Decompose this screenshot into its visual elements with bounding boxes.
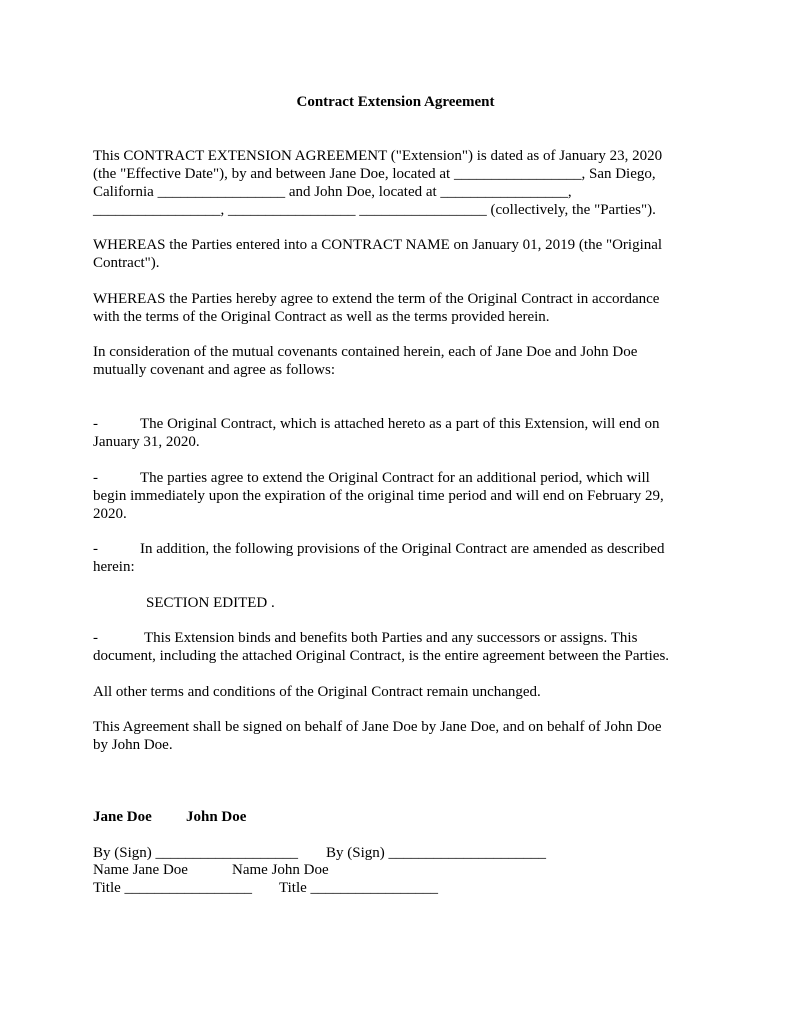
whereas-line: WHEREAS the Parties hereby agree to extend the term of the Original Contract in accordance	[93, 291, 660, 307]
section-edited: SECTION EDITED .	[146, 595, 275, 611]
binding-text-continued: document, including the attached Original Contract, is the entire agreement between the Parties.	[93, 648, 670, 664]
intro-line: (the "Effective Date"), by and between Jane Doe, located at _________________, San Diego,	[93, 166, 656, 182]
list-item	[93, 415, 698, 451]
intro-paragraph	[93, 147, 698, 219]
title-line-party2[interactable]: Title _________________	[279, 880, 439, 896]
binding-text: This Extension binds and benefits both Parties and any successors or assigns. This	[144, 630, 638, 646]
signed-behalf-paragraph	[93, 718, 698, 754]
intro-line: _________________, _________________ _________________ (collectively, the "Parties").	[93, 202, 656, 218]
signed-behalf-line: by John Doe.	[93, 737, 173, 753]
whereas-paragraph-1	[93, 236, 698, 272]
sign-line-party1[interactable]: By (Sign) ___________________	[93, 845, 299, 861]
whereas-line: with the terms of the Original Contract as well as the terms provided herein.	[93, 309, 550, 325]
intro-line: California _________________ and John Doe, located at _________________,	[93, 184, 572, 200]
consideration-line: In consideration of the mutual covenants contained herein, each of Jane Doe and John Doe	[93, 344, 638, 360]
binding-paragraph	[93, 629, 713, 665]
other-terms-paragraph: All other terms and conditions of the Original Contract remain unchanged.	[93, 684, 541, 700]
party2-heading: John Doe	[186, 809, 247, 825]
item-dash: -	[93, 630, 98, 646]
item-dash: -	[93, 541, 98, 557]
item-text-continued: begin immediately upon the expiration of the original time period and will end on February 29,	[93, 488, 664, 504]
item-dash: -	[93, 470, 98, 486]
whereas-line: WHEREAS the Parties entered into a CONTRACT NAME on January 01, 2019 (the "Original	[93, 237, 663, 253]
consideration-line: mutually covenant and agree as follows:	[93, 362, 336, 378]
name-party2: Name John Doe	[232, 862, 329, 878]
party1-heading: Jane Doe	[93, 809, 152, 825]
consideration-paragraph	[93, 343, 698, 379]
list-item	[93, 469, 698, 523]
item-dash: -	[93, 416, 98, 432]
signed-behalf-line: This Agreement shall be signed on behalf of Jane Doe by Jane Doe, and on behalf of John Doe	[93, 719, 662, 735]
item-text-continued: 2020.	[93, 506, 127, 522]
whereas-line: Contract").	[93, 255, 160, 271]
list-item	[93, 540, 698, 576]
sign-line-party2[interactable]: By (Sign) _____________________	[326, 845, 547, 861]
item-text: In addition, the following provisions of the Original Contract are amended as described	[140, 541, 665, 557]
document-title: Contract Extension Agreement	[296, 94, 495, 110]
whereas-paragraph-2	[93, 290, 698, 326]
item-text: The parties agree to extend the Original Contract for an additional period, which will	[140, 470, 650, 486]
item-text: The Original Contract, which is attached hereto as a part of this Extension, will end on	[140, 416, 660, 432]
item-text-continued: January 31, 2020.	[93, 434, 200, 450]
item-text-continued: herein:	[93, 559, 135, 575]
intro-line: This CONTRACT EXTENSION AGREEMENT ("Extension") is dated as of January 23, 2020	[93, 148, 663, 164]
name-party1: Name Jane Doe	[93, 862, 188, 878]
title-line-party1[interactable]: Title _________________	[93, 880, 253, 896]
